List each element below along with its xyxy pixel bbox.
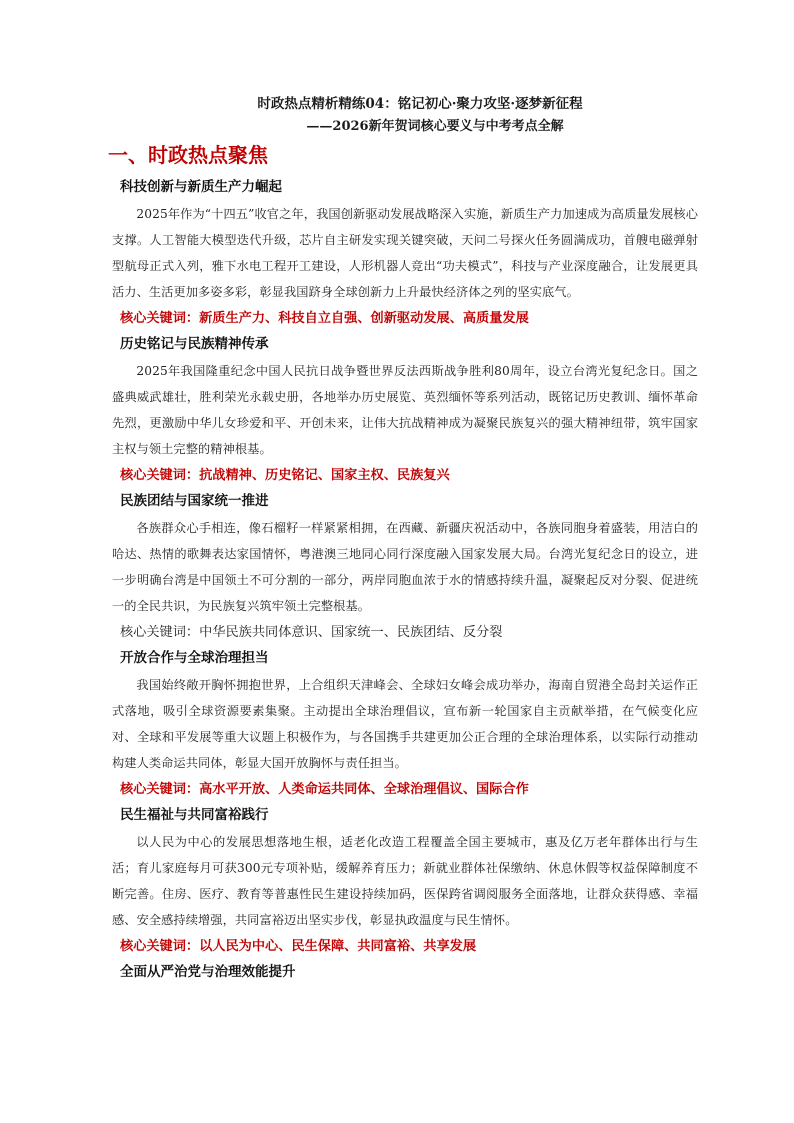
topic-body: 各族群众心手相连，像石榴籽一样紧紧相拥，在西藏、新疆庆祝活动中，各族同胞身着盛装，用洁白的哈达、热情的歌舞表达家国情怀，粤港澳三地同心同行深度融入国家发展大局。台湾光复纪念日的设立，进一步明确台湾是中国领土不可分割的一部分，两岸同胞血浓于水的情感持续升温，凝聚起反对分裂、促进统一的全民共识，为民族复兴筑牢领土完整根基。	[112, 521, 698, 613]
topic-body: 我国始终敞开胸怀拥抱世界，上合组织天津峰会、全球妇女峰会成功举办，海南自贸港全岛封关运作正式落地，吸引全球资源要素集聚。主动提出全球治理倡议，宣布新一轮国家自主贡献举措，在气候变化应对、全球和平发展等重大议题上积极作为，与各国携手共建更加公正合理的全球治理体系，以实际行动推动构建人类命运共同体，彰显大国开放胸怀与责任担当。	[112, 678, 698, 770]
topic-block-tech	[112, 176, 698, 331]
topic-keywords: 核心关键词：抗战精神、历史铭记、国家主权、民族复兴	[120, 468, 450, 483]
topic-body: 2025年我国隆重纪念中国人民抗日战争暨世界反法西斯战争胜利80周年，设立台湾光复纪念日。国之盛典威武雄壮，胜利荣光永载史册，各地举办历史展览、英烈缅怀等系列活动，既铭记历史教训、缅怀革命先烈，更激励中华儿女珍爱和平、开创未来，让伟大抗战精神成为凝聚民族复兴的强大精神纽带，筑牢国家主权与领土完整的精神根基。	[112, 364, 698, 456]
document-title: 时政热点精析精练04：铭记初心·聚力攻坚·逐梦新征程	[257, 96, 583, 112]
topic-heading: 科技创新与新质生产力崛起	[120, 179, 282, 195]
topic-body: 以人民为中心的发展思想落地生根，适老化改造工程覆盖全国主要城市，惠及亿万老年群体出行与生活；育儿家庭每月可获300元专项补贴，缓解养育压力；新就业群体社保缴纳、休息休假等权益保障制度不断完善。住房、医疗、教育等普惠性民生建设持续加码，医保跨省调阅服务全面落地，让群众获得感、幸福感、安全感持续增强，共同富裕迈出坚实步伐，彰显执政温度与民生情怀。	[112, 835, 698, 927]
topic-heading: 历史铭记与民族精神传承	[120, 336, 269, 352]
topic-keywords: 核心关键词：新质生产力、科技自立自强、创新驱动发展、高质量发展	[120, 311, 529, 326]
topic-block-party	[112, 961, 698, 983]
topic-heading: 民生福祉与共同富裕践行	[120, 807, 269, 823]
topic-heading: 开放合作与全球治理担当	[120, 650, 269, 666]
document-subtitle: ——2026新年贺词核心要义与中考考点全解	[306, 119, 564, 134]
topic-heading: 全面从严治党与治理效能提升	[120, 964, 296, 980]
topic-block-history	[112, 333, 698, 488]
topic-heading: 民族团结与国家统一推进	[120, 493, 269, 509]
topic-block-livelihood	[112, 804, 698, 959]
topic-block-unity	[112, 490, 698, 645]
topic-keywords: 核心关键词：中华民族共同体意识、国家统一、民族团结、反分裂	[120, 625, 503, 640]
topic-body: 2025年作为“十四五”收官之年，我国创新驱动发展战略深入实施，新质生产力加速成为高质量发展核心支撑。人工智能大模型迭代升级，芯片自主研发实现关键突破，天问二号探火任务圆满成功，首艘电磁弹射型航母正式入列，雅下水电工程开工建设，人形机器人竞出“功夫模式”，科技与产业深度融合，让发展更具活力、生活更加多姿多彩，彰显我国跻身全球创新力上升最快经济体之列的坚实底气。	[112, 207, 698, 299]
section-heading: 一、时政热点聚焦	[108, 143, 268, 167]
topic-block-openness	[112, 647, 698, 802]
topic-keywords: 核心关键词：以人民为中心、民生保障、共同富裕、共享发展	[120, 939, 477, 954]
topic-keywords: 核心关键词：高水平开放、人类命运共同体、全球治理倡议、国际合作	[120, 782, 529, 797]
